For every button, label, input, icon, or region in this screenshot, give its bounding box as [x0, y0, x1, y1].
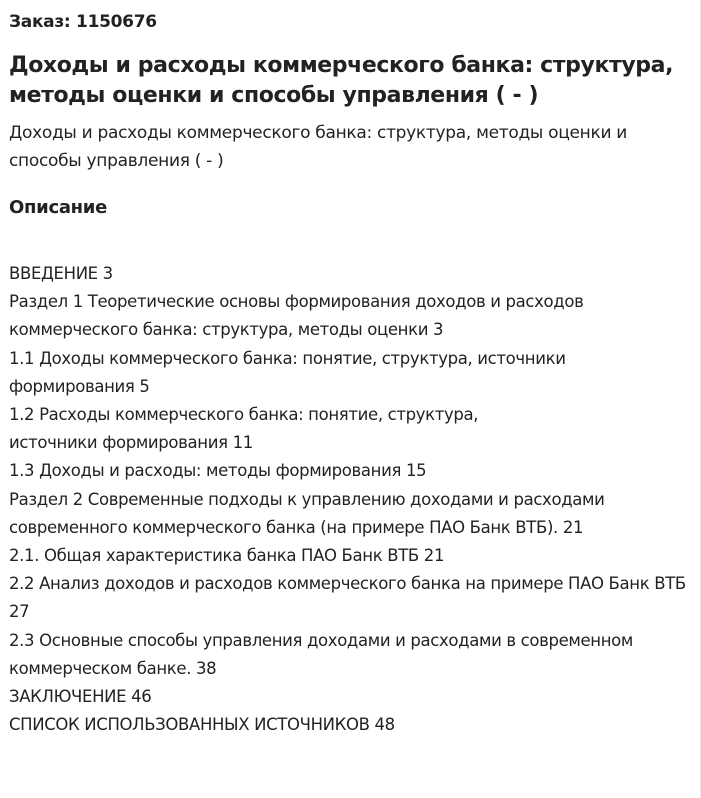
order-number: Заказ: 1150676	[9, 12, 157, 32]
toc-item: 2.1. Общая характеристика банка ПАО Банк ВТБ 21	[9, 546, 445, 566]
toc-item: 2.2 Анализ доходов и расходов коммерческого банка на примере ПАО Банк ВТБ 27	[9, 574, 686, 622]
table-of-contents	[9, 260, 686, 739]
toc-item: СПИСОК ИСПОЛЬЗОВАННЫХ ИСТОЧНИКОВ 48	[9, 715, 395, 735]
toc-item: 1.2 Расходы коммерческого банка: понятие, структура,	[9, 405, 479, 425]
toc-item: источники формирования 11	[9, 433, 253, 453]
toc-item: ВВЕДЕНИЕ 3	[9, 264, 113, 283]
toc-item: 2.3 Основные способы управления доходами и расходами в современном коммерческом банке. 38	[9, 630, 633, 678]
toc-item: 1.1 Доходы коммерческого банка: понятие, структура, источники формирования 5	[9, 348, 566, 396]
description-heading: Описание	[9, 197, 108, 218]
toc-item: 1.3 Доходы и расходы: методы формирования 15	[9, 461, 427, 481]
toc-item: ЗАКЛЮЧЕНИЕ 46	[9, 687, 152, 707]
toc-item: Раздел 1 Теоретические основы формирования доходов и расходов коммерческого банка: структура, методы оценки 3	[9, 292, 584, 340]
page-title: Доходы и расходы коммерческого банка: структура, методы оценки и способы управления ( - )	[9, 53, 674, 108]
page-subtitle: Доходы и расходы коммерческого банка: структура, методы оценки и способы управления ( - )	[9, 123, 628, 171]
toc-item: Раздел 2 Современные подходы к управлению доходами и расходами современного коммерческого банка (на примере ПАО Банк ВТБ). 21	[9, 489, 605, 537]
